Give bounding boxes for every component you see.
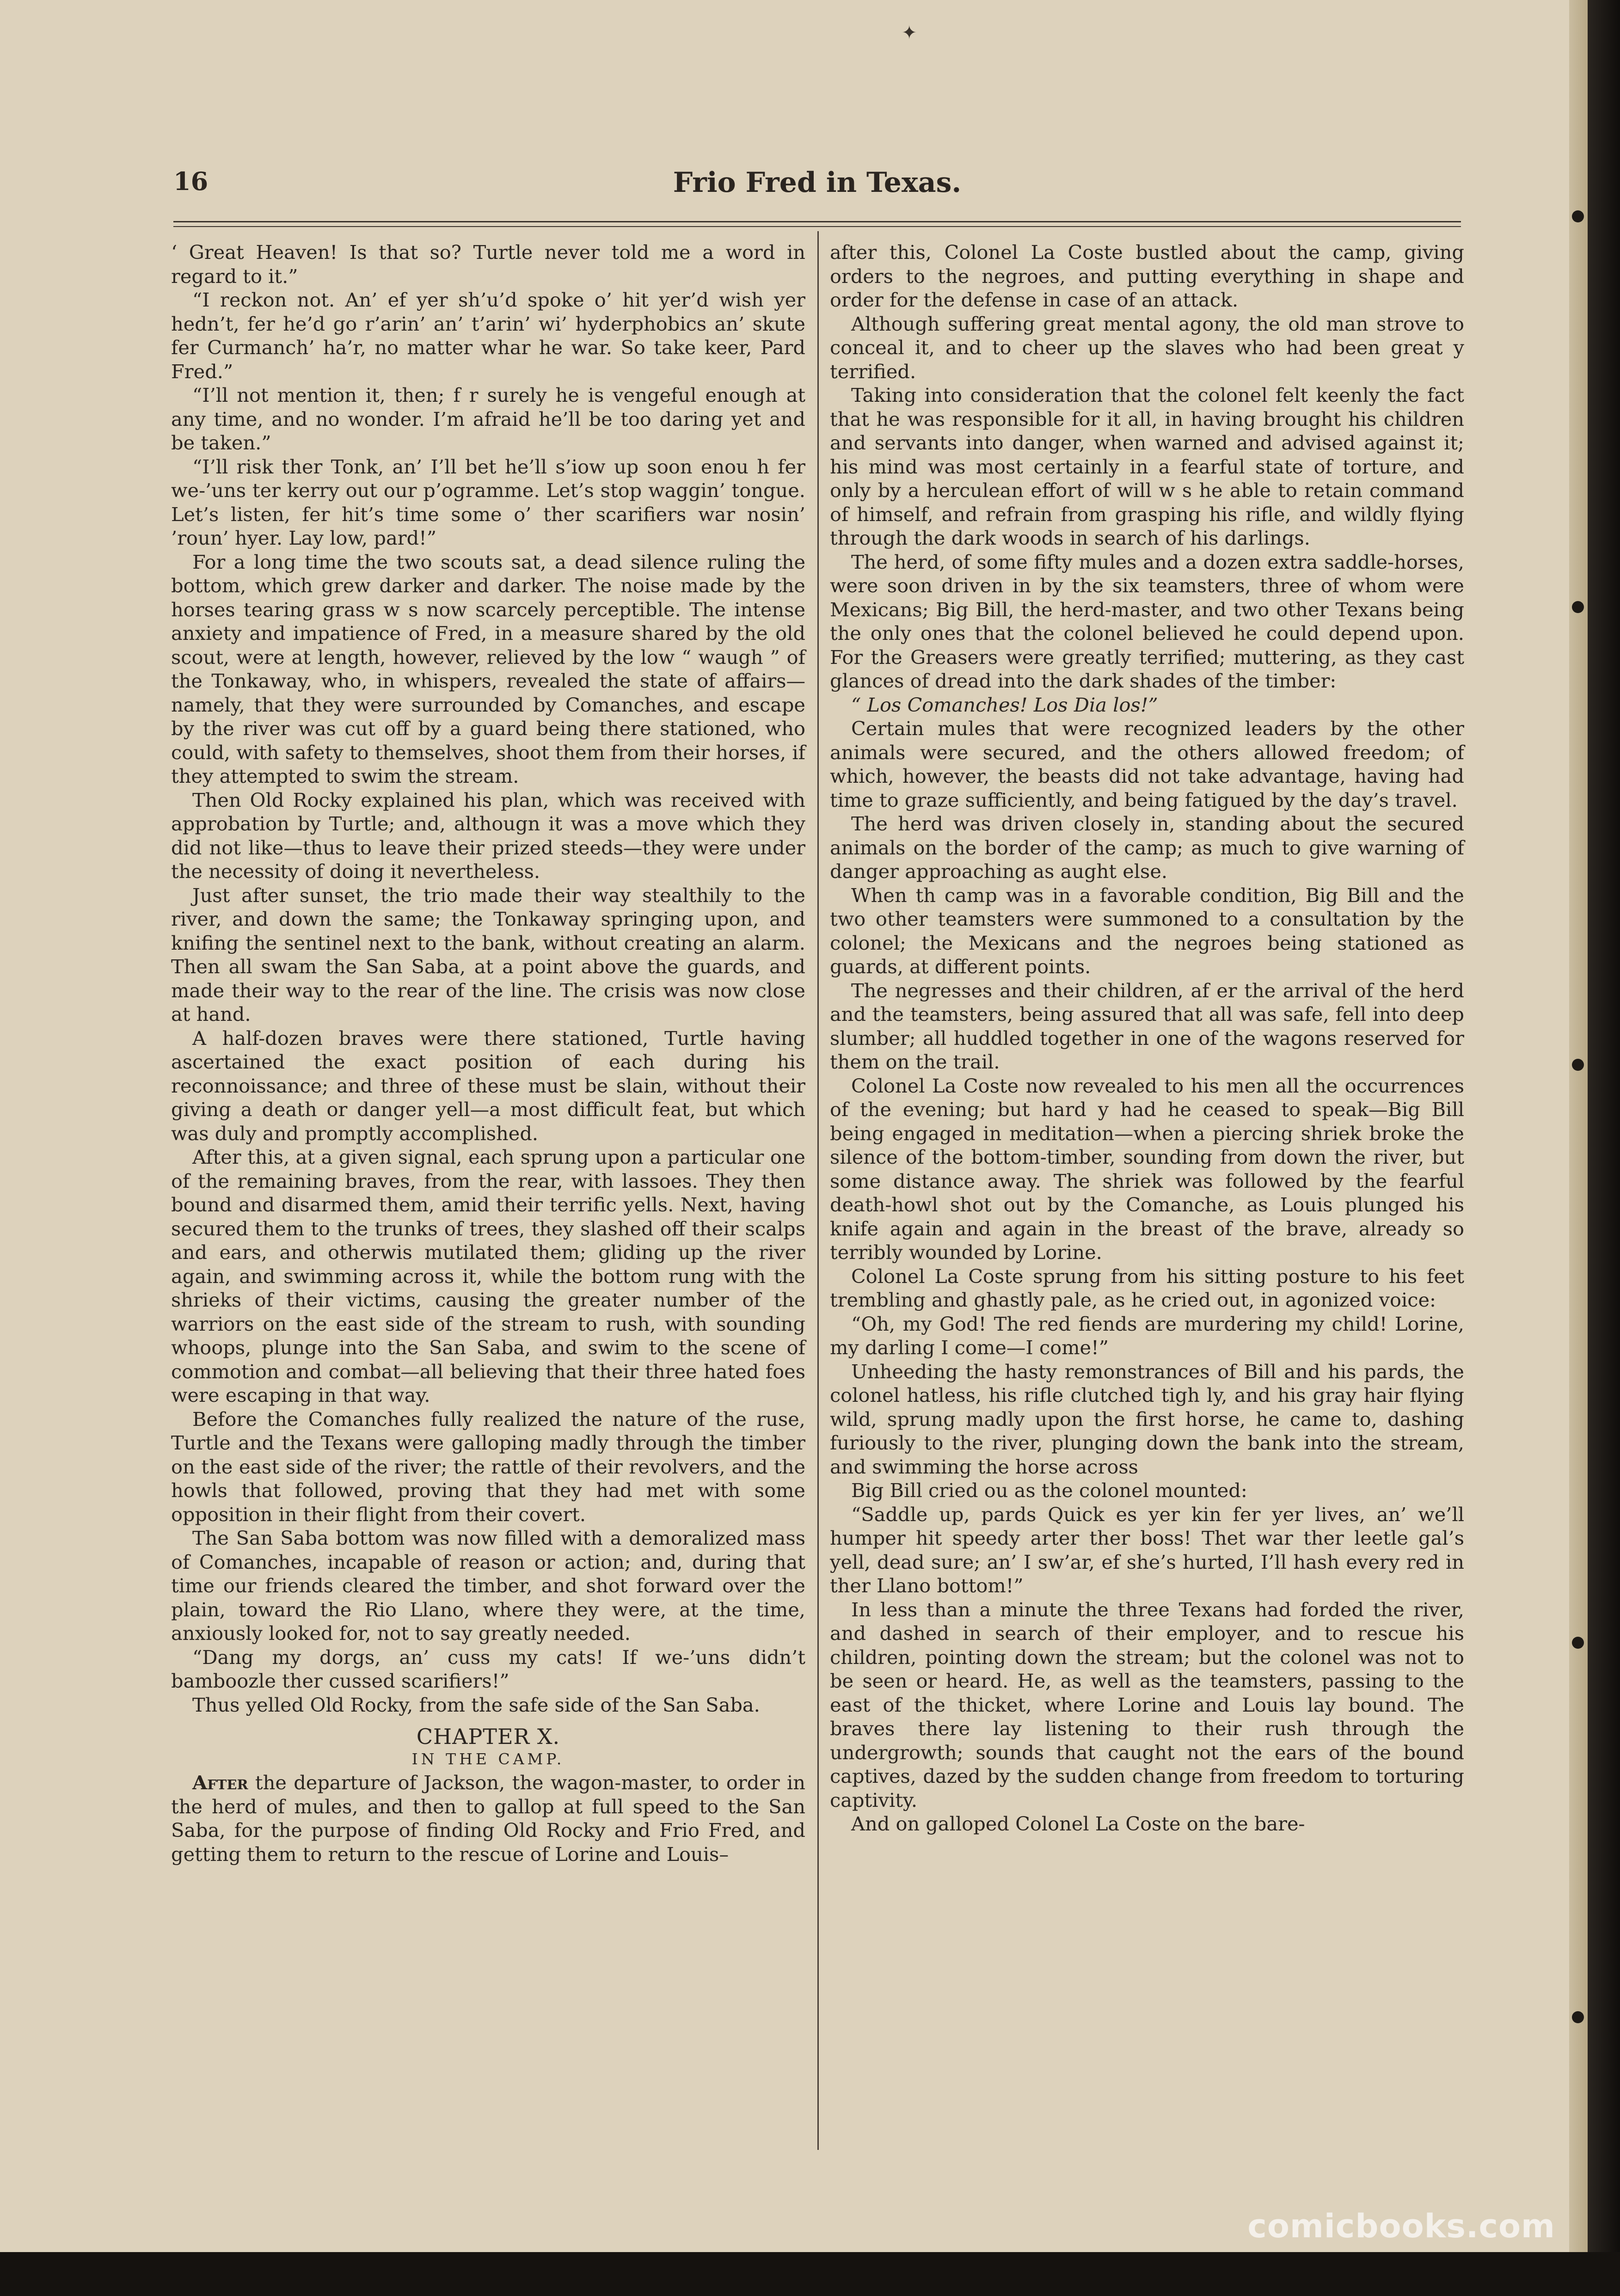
paragraph: “I’ll not mention it, then; f r surely he is vengeful enough at any time, and no wonder. I’m afraid he’ll be too daring yet and be taken.”: [171, 384, 805, 454]
paragraph: Certain mules that were recognized leaders by the other animals were secured, and the others allowed freedom; of which, however, the beasts did not take advantage, having had time to graze sufficiently, and being fatigued by the day’s travel.: [830, 717, 1464, 811]
page-gutter: [1588, 0, 1620, 2296]
paragraph: The herd, of some fifty mules and a dozen extra saddle-horses, were soon driven in by the six teamsters, three of whom were Mexicans; Big Bill, the herd-master, and two other Texans being the only ones that the colonel believed he could depend upon. For the Greasers were greatly terrified; muttering, as they cast glances of dread into the dark shades of the timber:: [830, 550, 1464, 692]
running-title: Frio Fred in Texas.: [673, 166, 962, 199]
paragraph: Colonel La Coste now revealed to his men all the occurrences of the evening; but hard y had he ceased to speak—Big Bill being engaged in meditation—when a piercing shriek broke the silence of the bottom-timber, sounding from down the river, but some distance away. The shriek was followed by the fearful death-howl shot out by the Comanche, as Louis plunged his knife again and again in the breast of the brave, already so terribly wounded by Lorine.: [830, 1074, 1464, 1264]
right-column: [830, 240, 1464, 2159]
paragraph: “I’ll risk ther Tonk, an’ I’ll bet he’ll s’iow up soon enou h fer we-’uns ter kerry out our p’ogramme. Let’s stop waggin’ tongue. Let’s listen, fer hit’s time some o’ ther scarifiers war nosin’ ’roun’ hyer. Lay low, pard!”: [171, 455, 805, 549]
paragraph: And on galloped Colonel La Coste on the bare-: [851, 1812, 1305, 1835]
binding-hole: [1572, 2011, 1584, 2023]
paragraph: ‘ Great Heaven! Is that so? Turtle never told me a word in regard to it.”: [171, 241, 805, 288]
page-number: 16: [173, 166, 209, 196]
paragraph: Before the Comanches fully realized the nature of the ruse, Turtle and the Texans were galloping madly through the timber on the east side of the river; the rattle of their revolvers, and the howls that followed, proving that they had met with some opposition in their flight from their covert.: [171, 1407, 805, 1526]
paragraph: When th camp was in a favorable condition, Big Bill and the two other teamsters were summoned to a consultation by the colonel; the Mexicans and the negroes being stationed as guards, at different points.: [830, 884, 1464, 978]
left-column: [171, 240, 805, 2159]
paragraph: “Dang my dorgs, an’ cuss my cats! If we-’uns didn’t bamboozle ther cussed scarifiers!”: [171, 1645, 805, 1692]
column-divider: [817, 231, 819, 2150]
page-bottom-edge: [0, 2252, 1620, 2296]
paragraph: The herd was driven closely in, standing about the secured animals on the border of the camp; as much to give warning of danger approaching as aught else.: [830, 812, 1464, 883]
paragraph: “ Los Comanches! Los Dia los!”: [851, 693, 1158, 716]
binding-hole: [1572, 1059, 1584, 1071]
paragraph: Thus yelled Old Rocky, from the safe side of the San Saba.: [192, 1693, 760, 1716]
paragraph: Big Bill cried ou as the colonel mounted:: [851, 1479, 1247, 1502]
chapter-first-paragraph-text: the departure of Jackson, the wagon-master, to order in the herd of mules, and then to gallop at full speed to the San Saba, for the purpose of finding Old Rocky and Frio Fred, and getting them to return to the rescue of Lorine and Louis–: [171, 1771, 805, 1866]
paragraph: A half-dozen braves were there stationed, Turtle having ascertained the exact position of each during his reconnoissance; and three of these must be slain, without their giving a death or danger yell—a most difficult feat, but which was duly and promptly accomplished.: [171, 1026, 805, 1145]
paragraph: “I reckon not. An’ ef yer sh’u’d spoke o’ hit yer’d wish yer hedn’t, fer he’d go r’arin’ an’ t’arin’ wi’ hyderphobics an’ skute fer Curmanch’ ha’r, no matter whar he war. So take keer, Pard Fred.”: [171, 289, 805, 383]
paragraph: After this, at a given signal, each sprung upon a particular one of the remaining braves, from the rear, with lassoes. They then bound and disarmed them, amid their terrific yells. Next, having secured them to the trunks of trees, they slashed off their scalps and ears, and otherwis mutilated them; gliding up the river again, and swimming across it, while the bottom rung with the shrieks of their victims, causing the greater number of the warriors on the east side of the stream to rush, with sounding whoops, plunge into the San Saba, and swim to the scene of commotion and combat—all believing that their three hated foes were escaping in that way.: [171, 1146, 805, 1406]
paragraph: The San Saba bottom was now filled with a demoralized mass of Comanches, incapable of reason or action; and, during that time our friends cleared the timber, and shot forward over the plain, toward the Rio Llano, where they were, at the time, anxiously looked for, not to say greatly needed.: [171, 1527, 805, 1645]
paragraph: Unheeding the hasty remonstrances of Bill and his pards, the colonel hatless, his rifle clutched tigh ly, and his gray hair flying wild, sprung madly upon the first horse, he came to, dashing furiously to the river, plunging down the bank into the stream, and swimming the horse across: [830, 1360, 1464, 1478]
paragraph: “Saddle up, pards Quick es yer kin fer yer lives, an’ we’ll humper hit speedy arter ther boss! Thet war ther leetle gal’s yell, dead sure; an’ I sw’ar, ef she’s hurted, I’ll hash every red in ther Llano bottom!”: [830, 1503, 1464, 1597]
chapter-subtitle: IN THE CAMP.: [411, 1750, 565, 1768]
binding-strip: [1569, 0, 1588, 2296]
paragraph: Then Old Rocky explained his plan, which was received with approbation by Turtle; and, althougn it was a move which they did not like—thus to leave their prized steeds—they were under the necessity of doing it nevertheless.: [171, 788, 805, 883]
paragraph: In less than a minute the three Texans had forded the river, and dashed in search of their employer, and to rescue his children, pointing down the stream; but the colonel was not to be seen or heard. He, as well as the teamsters, passing to the east of the thicket, where Lorine and Louis lay bound. The braves there lay listening to their rush through the undergrowth; sounds that caught not the ears of the bound captives, dazed by the sudden change from freedom to torturing captivity.: [830, 1598, 1464, 1811]
header-rule: [173, 221, 1461, 227]
page-header: [173, 166, 1461, 203]
printer-mark-icon: ✦: [902, 22, 917, 43]
paragraph: Colonel La Coste sprung from his sitting posture to his feet trembling and ghastly pale, as he cried out, in agonized voice:: [830, 1265, 1464, 1311]
paragraph: Taking into consideration that the colonel felt keenly the fact that he was responsible for it all, in having brought his children and servants into danger, when warned and advised against it; his mind was most certainly in a fearful state of torture, and only by a herculean effort of will w s he able to retain command of himself, and refrain from grasping his rifle, and wildly flying through the dark woods in search of his darlings.: [830, 384, 1464, 549]
paragraph: Although suffering great mental agony, the old man strove to conceal it, and to cheer up the slaves who had been great y terrified.: [830, 312, 1464, 383]
paragraph: Just after sunset, the trio made their way stealthily to the river, and down the same; the Tonkaway springing upon, and knifing the sentinel next to the bank, without creating an alarm. Then all swam the San Saba, at a point above the guards, and made their way to the rear of the line. The crisis was now close at hand.: [171, 884, 805, 1025]
chapter-opening-paragraph: [171, 1771, 805, 1866]
paragraph: after this, Colonel La Coste bustled about the camp, giving orders to the negroes, and putting everything in shape and order for the defense in case of an attack.: [830, 241, 1464, 311]
binding-hole: [1572, 601, 1584, 613]
paragraph: “Oh, my God! The red fiends are murdering my child! Lorine, my darling I come—I come!”: [830, 1312, 1464, 1359]
paragraph: For a long time the two scouts sat, a dead silence ruling the bottom, which grew darker and darker. The noise made by the horses tearing grass w s now scarcely perceptible. The intense anxiety and impatience of Fred, in a measure shared by the old scout, were at length, however, relieved by the low “ waugh ” of the Tonkaway, who, in whispers, revealed the state of affairs—namely, that they were surrounded by Comanches, and escape by the river was cut off by a guard being there stationed, who could, with safety to themselves, shoot them from their horses, if they attempted to swim the stream.: [171, 550, 805, 787]
chapter-lead-word: After: [192, 1771, 248, 1794]
paragraph: The negresses and their children, af er the arrival of the herd and the teamsters, being assured that all was safe, fell into deep slumber; all huddled together in one of the wagons reserved for them on the trail.: [830, 979, 1464, 1073]
binding-hole: [1572, 210, 1584, 222]
watermark: comicbooks.com: [1247, 2207, 1555, 2245]
binding-hole: [1572, 1637, 1584, 1649]
chapter-title: CHAPTER X.: [416, 1724, 560, 1749]
